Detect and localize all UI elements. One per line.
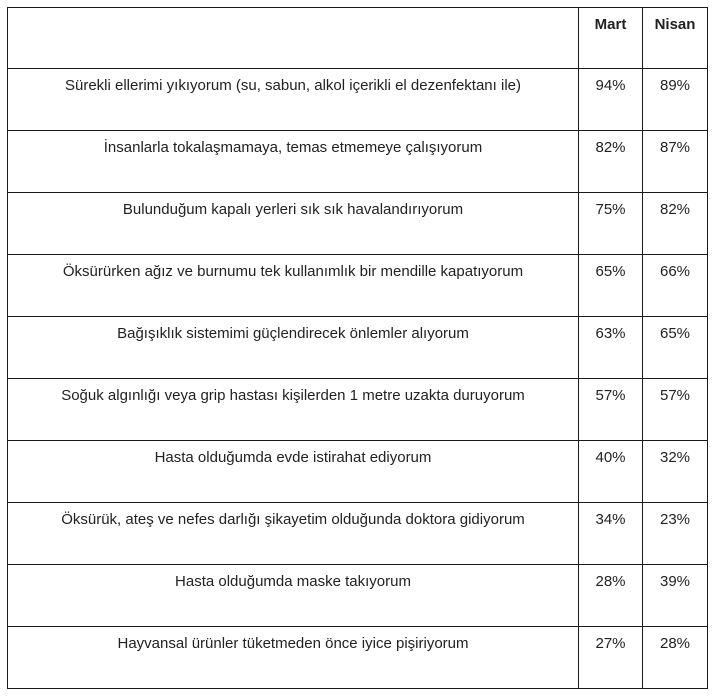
nisan-value: 87% <box>643 131 708 193</box>
nisan-value: 28% <box>643 627 708 689</box>
nisan-value: 66% <box>643 255 708 317</box>
nisan-value: 57% <box>643 379 708 441</box>
nisan-value: 89% <box>643 69 708 131</box>
table-row <box>8 131 708 193</box>
table-row <box>8 255 708 317</box>
statement-cell: Bağışıklık sistemimi güçlendirecek önlemler alıyorum <box>8 317 579 379</box>
mart-value: 65% <box>579 255 643 317</box>
header-statement <box>8 8 579 69</box>
table-row <box>8 627 708 689</box>
header-row <box>8 8 708 69</box>
statement-cell: Sürekli ellerimi yıkıyorum (su, sabun, alkol içerikli el dezenfektanı ile) <box>8 69 579 131</box>
statement-cell: Hasta olduğumda evde istirahat ediyorum <box>8 441 579 503</box>
statement-cell: İnsanlarla tokalaşmamaya, temas etmemeye çalışıyorum <box>8 131 579 193</box>
statement-cell: Hayvansal ürünler tüketmeden önce iyice pişiriyorum <box>8 627 579 689</box>
table-row <box>8 317 708 379</box>
mart-value: 75% <box>579 193 643 255</box>
survey-table <box>7 7 708 689</box>
mart-value: 28% <box>579 565 643 627</box>
statement-cell: Hasta olduğumda maske takıyorum <box>8 565 579 627</box>
nisan-value: 82% <box>643 193 708 255</box>
header-mart: Mart <box>579 8 643 69</box>
mart-value: 82% <box>579 131 643 193</box>
table-row <box>8 379 708 441</box>
table-row <box>8 441 708 503</box>
mart-value: 34% <box>579 503 643 565</box>
mart-value: 40% <box>579 441 643 503</box>
nisan-value: 65% <box>643 317 708 379</box>
mart-value: 94% <box>579 69 643 131</box>
nisan-value: 32% <box>643 441 708 503</box>
table-row <box>8 69 708 131</box>
mart-value: 57% <box>579 379 643 441</box>
table-row <box>8 565 708 627</box>
statement-cell: Soğuk algınlığı veya grip hastası kişilerden 1 metre uzakta duruyorum <box>8 379 579 441</box>
nisan-value: 23% <box>643 503 708 565</box>
mart-value: 27% <box>579 627 643 689</box>
header-nisan: Nisan <box>643 8 708 69</box>
nisan-value: 39% <box>643 565 708 627</box>
mart-value: 63% <box>579 317 643 379</box>
statement-cell: Öksürük, ateş ve nefes darlığı şikayetim olduğunda doktora gidiyorum <box>8 503 579 565</box>
table-row <box>8 503 708 565</box>
statement-cell: Bulunduğum kapalı yerleri sık sık havalandırıyorum <box>8 193 579 255</box>
table-row <box>8 193 708 255</box>
statement-cell: Öksürürken ağız ve burnumu tek kullanımlık bir mendille kapatıyorum <box>8 255 579 317</box>
